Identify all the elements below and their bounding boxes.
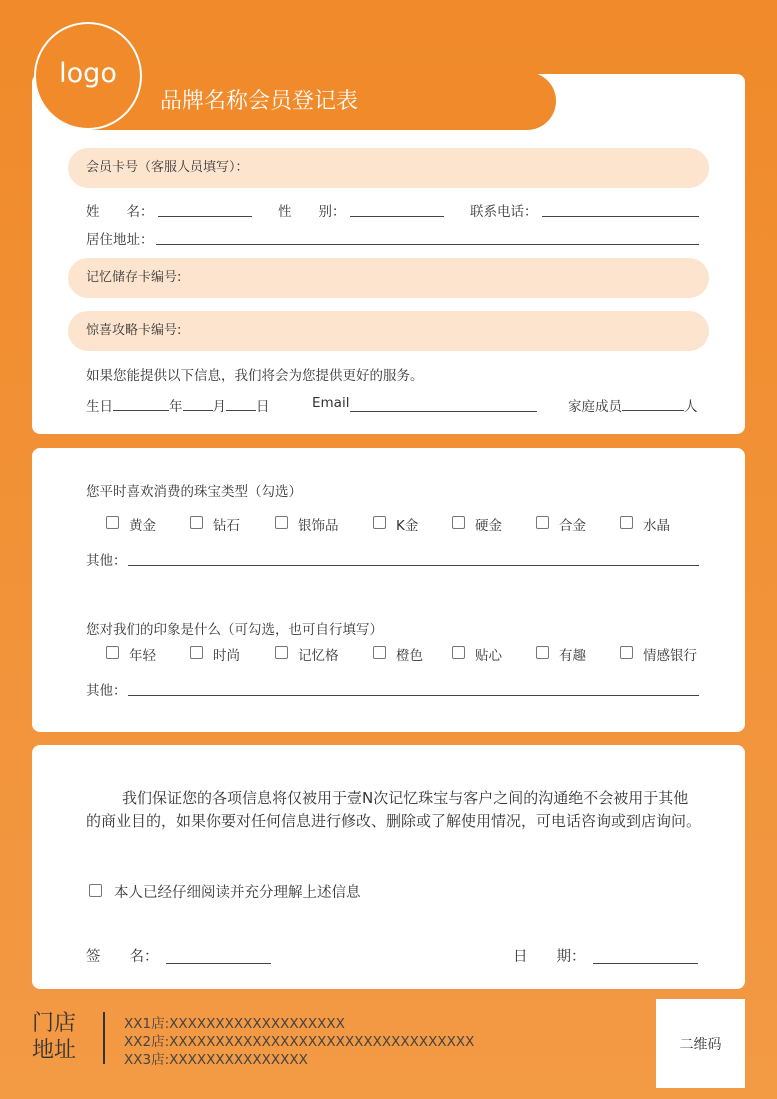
year-unit: 年 <box>169 399 183 415</box>
impression-option: 记忆格 <box>298 648 339 664</box>
family-label: 家庭成员 <box>568 399 622 415</box>
date-label: 日 期： <box>513 949 586 965</box>
qr-code: 二维码 <box>656 999 745 1088</box>
person-unit: 人 <box>684 399 698 415</box>
gender-label: 性 别： <box>278 204 346 220</box>
store-address: XX2店:XXXXXXXXXXXXXXXXXXXXXXXXXXXXXXXXX <box>124 1034 475 1050</box>
impression-option: 橙色 <box>396 648 423 664</box>
impression-checkbox[interactable] <box>106 646 119 659</box>
jewelry-question: 您平时喜欢消费的珠宝类型（勾选） <box>86 484 302 500</box>
birth-year-input[interactable] <box>113 396 169 411</box>
jewelry-option: 硬金 <box>475 518 502 534</box>
jewelry-checkbox[interactable] <box>275 516 288 529</box>
date-input[interactable] <box>593 963 698 964</box>
confirm-checkbox[interactable] <box>89 884 102 897</box>
privacy-card <box>32 745 745 989</box>
name-input[interactable] <box>158 216 252 217</box>
member-card-field[interactable]: 会员卡号（客服人员填写）： <box>68 148 709 188</box>
logo: logo <box>34 22 142 130</box>
birthday-row <box>86 395 270 415</box>
jewelry-option: 钻石 <box>213 518 240 534</box>
email-input[interactable] <box>350 411 537 412</box>
jewelry-checkbox[interactable] <box>106 516 119 529</box>
birthday-label: 生日 <box>86 399 113 415</box>
jewelry-option: 银饰品 <box>298 518 339 534</box>
memory-card-field[interactable]: 记忆储存卡编号: <box>68 258 709 298</box>
address-input[interactable] <box>156 244 699 245</box>
impression-checkbox[interactable] <box>536 646 549 659</box>
sign-input[interactable] <box>166 963 271 964</box>
store-address-title: 门店地址 <box>32 1011 77 1063</box>
info-note: 如果您能提供以下信息，我们将会为您提供更好的服务。 <box>86 368 424 384</box>
jewelry-option: 合金 <box>559 518 586 534</box>
impression-option: 贴心 <box>475 648 502 664</box>
store-address: XX3店:XXXXXXXXXXXXXXX <box>124 1052 308 1068</box>
other-impression-input[interactable] <box>128 695 699 696</box>
jewelry-checkbox[interactable] <box>373 516 386 529</box>
jewelry-option: K金 <box>396 518 419 534</box>
family-row <box>568 395 698 415</box>
jewelry-checkbox[interactable] <box>452 516 465 529</box>
family-input[interactable] <box>622 396 684 411</box>
birth-month-input[interactable] <box>183 396 213 411</box>
address-label: 居住地址： <box>86 232 154 248</box>
phone-input[interactable] <box>542 216 699 217</box>
preference-card <box>32 448 745 732</box>
page-title: 品牌名称会员登记表 <box>160 89 359 114</box>
jewelry-option: 水晶 <box>643 518 670 534</box>
impression-checkbox[interactable] <box>373 646 386 659</box>
divider <box>103 1012 105 1064</box>
impression-checkbox[interactable] <box>275 646 288 659</box>
jewelry-checkbox[interactable] <box>190 516 203 529</box>
jewelry-checkbox[interactable] <box>620 516 633 529</box>
other-jewelry-input[interactable] <box>128 565 699 566</box>
store-address: XX1店:XXXXXXXXXXXXXXXXXXX <box>124 1016 345 1032</box>
privacy-text: 我们保证您的各项信息将仅被用于壹N次记忆珠宝与客户之间的沟通绝不会被用于其他的商业目的，如果你要对任何信息进行修改、删除或了解使用情况，可电话咨询或到店询问。 <box>86 789 702 830</box>
jewelry-option: 黄金 <box>129 518 156 534</box>
impression-option: 年轻 <box>129 648 156 664</box>
impression-option: 有趣 <box>559 648 586 664</box>
email-label: Email <box>312 395 350 411</box>
jewelry-checkbox[interactable] <box>536 516 549 529</box>
birth-day-input[interactable] <box>226 396 256 411</box>
surprise-card-field[interactable]: 惊喜攻略卡编号: <box>68 311 709 351</box>
impression-checkbox[interactable] <box>190 646 203 659</box>
impression-checkbox[interactable] <box>620 646 633 659</box>
impression-checkbox[interactable] <box>452 646 465 659</box>
impression-option: 时尚 <box>213 648 240 664</box>
month-unit: 月 <box>212 399 226 415</box>
name-label: 姓 名： <box>86 204 154 220</box>
gender-input[interactable] <box>350 216 444 217</box>
impression-option: 情感银行 <box>643 648 697 664</box>
impression-question: 您对我们的印象是什么（可勾选，也可自行填写） <box>86 622 383 638</box>
other-label: 其他： <box>86 683 127 699</box>
other-label: 其他： <box>86 553 127 569</box>
day-unit: 日 <box>256 399 270 415</box>
sign-label: 签 名： <box>86 949 159 965</box>
phone-label: 联系电话： <box>470 204 538 220</box>
confirm-label: 本人已经仔细阅读并充分理解上述信息 <box>114 885 361 901</box>
